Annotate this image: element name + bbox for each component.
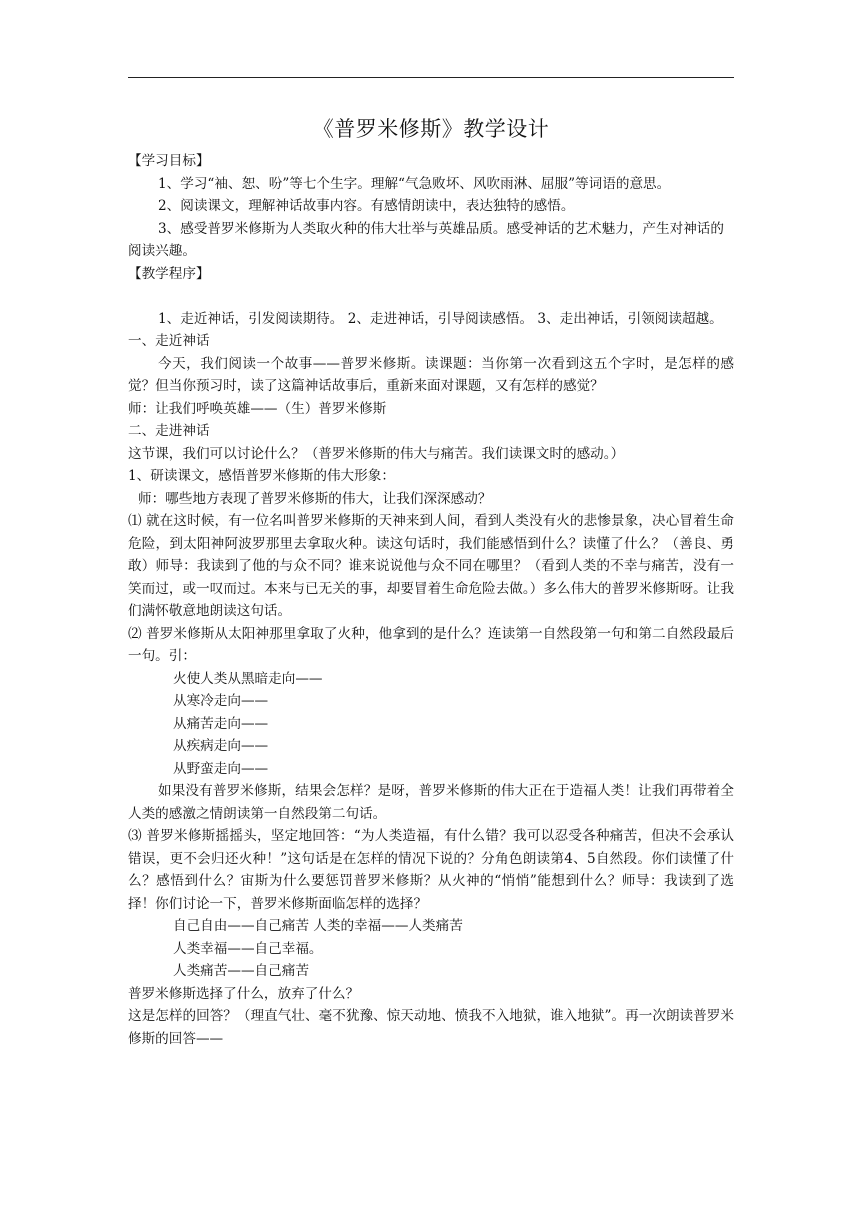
list-item: 从寒冷走向—— [173,693,269,709]
paragraph: ⑵ 普罗米修斯从太阳神那里拿取了火种，他拿到的是什么？连读第一自然段第一句和第二自然段最后一句。引： [128,625,734,664]
list-item: 自己自由——自己痛苦 人类的幸福——人类痛苦 [173,918,463,934]
paragraph: 3、感受普罗米修斯为人类取火种的伟大壮举与英雄品质。感受神话的艺术魅力，产生对神话的阅读兴趣。 [128,220,724,259]
header-rule [128,77,734,78]
blank-line [128,285,734,308]
paragraph: 1、研读课文，感悟普罗米修斯的伟大形象： [128,468,395,484]
list-item: 从疾病走向—— [173,738,269,754]
document-body [128,150,734,1050]
paragraph: ⑴ 就在这时候，有一位名叫普罗米修斯的天神来到人间，看到人类没有火的悲惨景象，决心冒着生命危险，到太阳神阿波罗那里去拿取火种。读这句话时，我们能感悟到什么？读懂了什么？（善良、勇敢）师导：我读到了他的与众不同？谁来说说他与众不同在哪里？（看到人类的不幸与痛苦，没有一笑而过，或一叹而过。本来与已无关的事，却要冒着生命危险去做。）多么伟大的普罗米修斯呀。让我们满怀敬意地朗读这句话。 [128,513,734,619]
paragraph: 师：哪些地方表现了普罗米修斯的伟大，让我们深深感动？ [138,490,492,507]
list-item: 人类痛苦——自己痛苦 [173,963,309,979]
paragraph: 普罗米修斯选择了什么，放弃了什么？ [128,985,360,1002]
paragraph: 这节课，我们可以讨论什么？（普罗米修斯的伟大与痛苦。我们读课文时的感动。） [128,445,625,462]
list-item: 从痛苦走向—— [173,715,269,732]
paragraph: 师：让我们呼唤英雄——（生）普罗米修斯 [128,400,387,417]
paragraph: 今天，我们阅读一个故事——普罗米修斯。读课题：当你第一次看到这五个字时，是怎样的感觉？但当你预习时，读了这篇神话故事后，重新来面对课题，又有怎样的感觉？ [128,355,734,394]
paragraph: 【学习目标】 [128,153,210,169]
list-item: 人类幸福——自己幸福。 [173,940,323,957]
paragraph: 【教学程序】 [128,265,210,282]
page-title: 《普罗米修斯》教学设计 [312,117,550,141]
paragraph: 1、学习“袖、恕、吩”等七个生字。理解“气急败坏、风吹雨淋、屈服”等词语的意思。 [158,175,671,192]
section-heading: 二、走进神话 [128,423,210,439]
paragraph: 如果没有普罗米修斯，结果会怎样？是呀，普罗米修斯的伟大正在于造福人类！让我们再带着全人类的感激之情朗读第一自然段第二句话。 [128,783,734,822]
paragraph: 1、走近神话，引发阅读期待。 2、走进神话，引导阅读感悟。 3、走出神话，引领阅读超越。 [158,310,723,327]
section-heading: 一、走近神话 [128,333,210,349]
paragraph: 这是怎样的回答？（理直气壮、毫不犹豫、惊天动地、愤我不入地狱，谁入地狱”。再一次朗读普罗米修斯的回答—— [128,1008,734,1047]
paragraph: ⑶ 普罗米修斯摇摇头，坚定地回答：“为人类造福，有什么错？我可以忍受各种痛苦，但决不会承认错误，更不会归还火种！”这句话是在怎样的情况下说的？分角色朗读第4、5自然段。你们读懂了什么？感悟到什么？宙斯为什么要惩罚普罗米修斯？从火神的“悄悄”能想到什么？师导：我读到了选择！你们讨论一下，普罗米修斯面临怎样的选择？ [128,828,734,912]
paragraph: 2、阅读课文，理解神话故事内容。有感情朗读中，表达独特的感悟。 [158,198,575,214]
list-item: 火使人类从黑暗走向—— [173,670,323,687]
list-item: 从野蛮走向—— [173,760,269,777]
